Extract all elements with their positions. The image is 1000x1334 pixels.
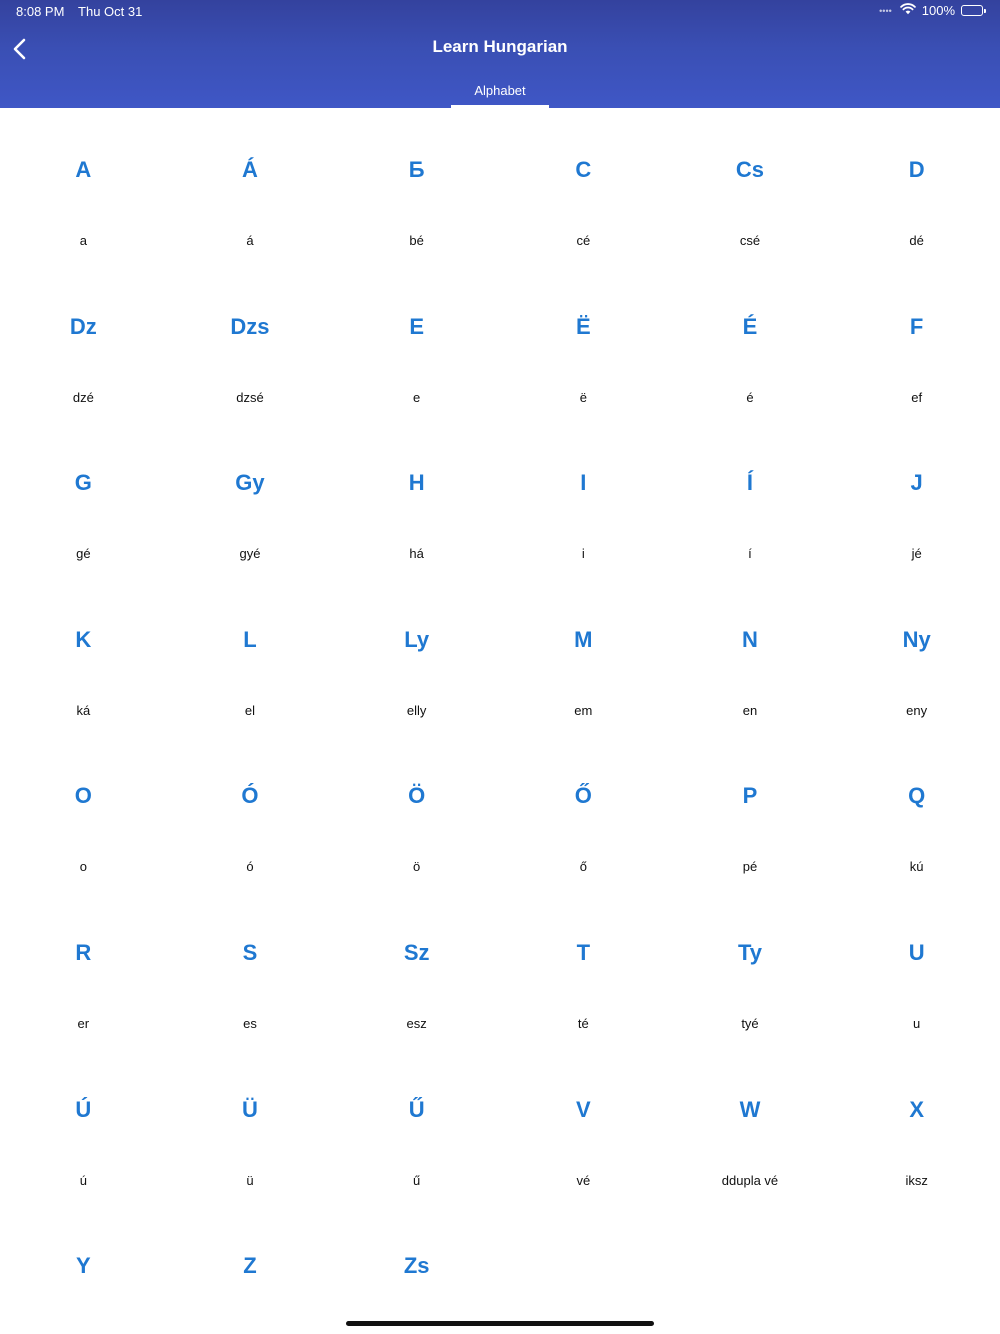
alphabet-letter-name: e: [413, 389, 421, 405]
alphabet-letter-name: ó: [246, 859, 254, 875]
alphabet-letter-name: cé: [576, 233, 591, 248]
alphabet-cell[interactable]: [167, 891, 334, 1047]
alphabet-cell[interactable]: [333, 108, 500, 264]
alphabet-letter: V: [575, 1096, 591, 1122]
alphabet-letter: N: [742, 626, 758, 652]
alphabet-cell[interactable]: [667, 108, 834, 264]
alphabet-letter: E: [409, 313, 424, 339]
alphabet-letter-name: eny: [906, 702, 928, 718]
alphabet-letter-name: ú: [79, 1172, 87, 1188]
alphabet-letter: Ü: [242, 1096, 258, 1122]
alphabet-cell[interactable]: [500, 734, 667, 890]
alphabet-cell[interactable]: [833, 578, 1000, 734]
signal-icon: ••••: [879, 5, 892, 16]
alphabet-letter-name: dé: [909, 233, 924, 248]
alphabet-letter: Í: [746, 470, 754, 496]
alphabet-letter-name: dzsé: [236, 389, 264, 405]
alphabet-cell[interactable]: [0, 265, 167, 421]
alphabet-letter: Ő: [574, 783, 592, 809]
alphabet-letter-name: csé: [739, 233, 761, 248]
alphabet-letter-name: iksz: [905, 1172, 928, 1188]
alphabet-letter-name: em: [574, 702, 593, 718]
alphabet-letter-name: á: [246, 233, 254, 248]
alphabet-cell[interactable]: [167, 108, 334, 264]
alphabet-cell[interactable]: [667, 734, 834, 890]
alphabet-letter-name: en: [742, 702, 758, 718]
wifi-icon: [900, 3, 916, 18]
alphabet-letter: H: [408, 470, 425, 496]
alphabet-cell[interactable]: [0, 734, 167, 890]
alphabet-cell[interactable]: [833, 1048, 1000, 1204]
alphabet-letter: C: [575, 157, 592, 182]
alphabet-letter-name: kú: [909, 859, 924, 875]
alphabet-letter-name: bé: [409, 233, 424, 248]
alphabet-letter: Gy: [235, 470, 265, 496]
header-bar: [0, 0, 1000, 108]
alphabet-letter: J: [910, 470, 923, 496]
alphabet-letter-name: dzé: [72, 389, 94, 405]
alphabet-letter-name: é: [746, 389, 754, 405]
alphabet-cell[interactable]: [667, 1048, 834, 1204]
alphabet-letter: Ú: [75, 1096, 92, 1122]
alphabet-cell[interactable]: [833, 734, 1000, 890]
alphabet-letter: Ly: [404, 626, 430, 652]
alphabet-letter: T: [576, 940, 591, 965]
alphabet-cell[interactable]: [833, 421, 1000, 577]
alphabet-letter-name: ü: [246, 1172, 254, 1188]
alphabet-letter-name: esz: [406, 1016, 427, 1031]
alphabet-cell[interactable]: [0, 891, 167, 1047]
alphabet-letter-name: es: [243, 1016, 257, 1031]
alphabet-cell[interactable]: [333, 578, 500, 734]
tab-alphabet[interactable]: [451, 80, 549, 108]
alphabet-letter-name: u: [913, 1016, 921, 1031]
alphabet-cell[interactable]: [333, 891, 500, 1047]
alphabet-letter: Ű: [408, 1096, 425, 1122]
alphabet-cell[interactable]: [500, 578, 667, 734]
alphabet-letter: Dzs: [230, 313, 270, 339]
alphabet-cell[interactable]: [333, 734, 500, 890]
alphabet-cell[interactable]: [667, 891, 834, 1047]
status-date: Thu Oct 31: [78, 4, 143, 19]
alphabet-letter: Ë: [575, 313, 591, 339]
alphabet-letter-name: tyé: [741, 1016, 759, 1031]
alphabet-cell[interactable]: [667, 265, 834, 421]
alphabet-cell[interactable]: [500, 1048, 667, 1204]
alphabet-letter: X: [909, 1096, 924, 1122]
alphabet-letter: Q: [908, 783, 926, 809]
alphabet-letter-name: ká: [76, 702, 91, 718]
alphabet-cell[interactable]: [667, 578, 834, 734]
alphabet-letter: U: [908, 940, 925, 965]
alphabet-letter-name: ő: [579, 859, 587, 875]
alphabet-cell[interactable]: [167, 265, 334, 421]
alphabet-cell[interactable]: [167, 1204, 334, 1334]
alphabet-letter: D: [908, 157, 925, 182]
alphabet-letter: Ó: [241, 783, 259, 809]
home-indicator[interactable]: [346, 1321, 654, 1326]
alphabet-letter-name: ddupla vé: [721, 1172, 779, 1188]
alphabet-letter: Ty: [737, 940, 762, 965]
alphabet-letter-name: i: [581, 546, 585, 562]
alphabet-cell[interactable]: [333, 265, 500, 421]
alphabet-letter: K: [75, 626, 92, 652]
alphabet-letter-name: ef: [911, 389, 923, 405]
alphabet-letter-name: el: [244, 702, 256, 718]
battery-percentage: 100%: [921, 3, 955, 18]
alphabet-letter: Y: [75, 1253, 91, 1279]
alphabet-cell[interactable]: [167, 1048, 334, 1204]
alphabet-cell[interactable]: [333, 1048, 500, 1204]
alphabet-cell[interactable]: [667, 421, 834, 577]
alphabet-cell[interactable]: [0, 1204, 167, 1334]
alphabet-cell[interactable]: [833, 891, 1000, 1047]
alphabet-letter: O: [74, 783, 92, 809]
alphabet-letter: S: [242, 940, 258, 965]
status-bar: [0, 0, 1000, 24]
alphabet-letter-name: há: [409, 546, 424, 562]
status-time: [16, 4, 142, 19]
alphabet-letter: P: [742, 783, 758, 809]
alphabet-letter-name: a: [79, 233, 87, 248]
alphabet-letter: L: [243, 626, 257, 652]
alphabet-letter: F: [909, 313, 924, 339]
alphabet-cell[interactable]: [0, 578, 167, 734]
alphabet-cell[interactable]: [833, 108, 1000, 264]
alphabet-letter-name: ö: [413, 859, 421, 875]
battery-icon: [961, 5, 986, 16]
status-clock: 8:08 PM: [16, 4, 65, 19]
alphabet-letter: Sz: [403, 940, 430, 965]
alphabet-letter: Z: [243, 1253, 257, 1279]
alphabet-letter-name: vé: [576, 1172, 591, 1188]
alphabet-grid: [0, 108, 1000, 1308]
alphabet-letter-name: er: [77, 1016, 90, 1031]
alphabet-letter-name: elly: [406, 702, 427, 718]
alphabet-cell[interactable]: [500, 421, 667, 577]
alphabet-letter-name: té: [577, 1016, 589, 1031]
alphabet-letter: G: [74, 470, 92, 496]
alphabet-cell[interactable]: [500, 108, 667, 264]
alphabet-cell[interactable]: [500, 265, 667, 421]
alphabet-letter: Ny: [902, 626, 931, 652]
alphabet-letter-name: gé: [76, 546, 91, 562]
alphabet-cell[interactable]: [0, 1048, 167, 1204]
alphabet-letter: Á: [242, 157, 258, 182]
alphabet-letter-name: í: [748, 546, 752, 562]
alphabet-letter: I: [580, 470, 587, 496]
alphabet-letter: W: [739, 1096, 761, 1122]
alphabet-cell[interactable]: [333, 421, 500, 577]
alphabet-cell[interactable]: [167, 578, 334, 734]
status-indicators: [879, 3, 986, 18]
alphabet-letter-name: gyé: [239, 546, 261, 562]
page-title: Learn Hungarian: [432, 37, 568, 56]
alphabet-letter: R: [75, 940, 92, 965]
alphabet-letter: Ö: [408, 783, 426, 809]
alphabet-letter: É: [742, 313, 758, 339]
alphabet-cell[interactable]: [333, 1204, 500, 1334]
alphabet-cell[interactable]: [0, 421, 167, 577]
alphabet-cell[interactable]: [833, 265, 1000, 421]
alphabet-letter-name: ű: [413, 1172, 421, 1188]
alphabet-letter-name: pé: [742, 859, 758, 875]
alphabet-letter-name: jé: [911, 546, 922, 562]
tab-alphabet-label: Alphabet: [474, 83, 526, 98]
alphabet-letter: Zs: [403, 1253, 430, 1279]
alphabet-cell[interactable]: [500, 891, 667, 1047]
alphabet-cell[interactable]: [167, 421, 334, 577]
alphabet-cell[interactable]: [167, 734, 334, 890]
alphabet-letter-name: ë: [579, 389, 587, 405]
alphabet-letter-name: o: [79, 859, 87, 875]
alphabet-letter: Cs: [735, 157, 765, 182]
alphabet-letter: M: [574, 626, 593, 652]
alphabet-letter: Dz: [69, 313, 97, 339]
alphabet-letter: A: [75, 157, 92, 182]
alphabet-letter: Б: [408, 157, 425, 182]
alphabet-cell[interactable]: [0, 108, 167, 264]
